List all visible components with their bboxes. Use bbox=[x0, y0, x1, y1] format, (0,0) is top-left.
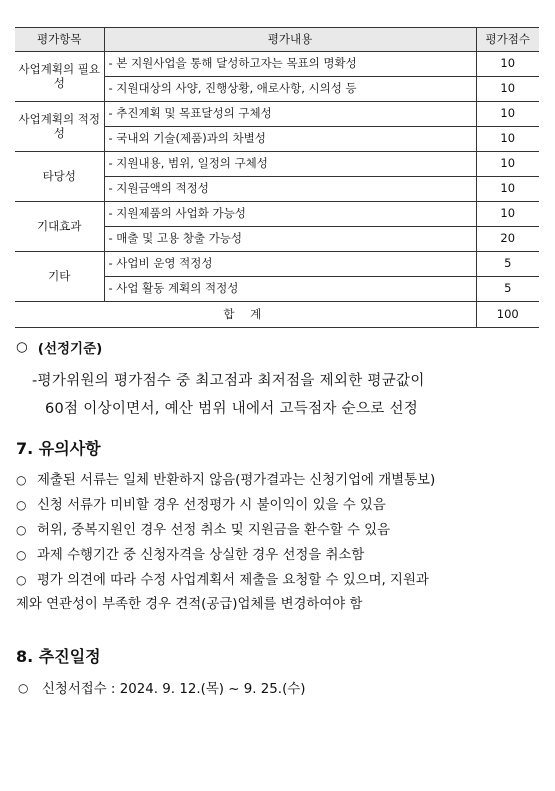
list-item bbox=[16, 493, 552, 518]
content-cell: - 국내외 기술(제품)과의 차별성 bbox=[104, 127, 476, 152]
criteria-body bbox=[32, 367, 546, 423]
score-cell: 10 bbox=[476, 202, 539, 227]
schedule-section-title: 8. 추진일정 bbox=[16, 647, 101, 666]
total-score: 100 bbox=[476, 302, 539, 328]
score-cell: 5 bbox=[476, 252, 539, 277]
category-cell: 타당성 bbox=[15, 152, 104, 202]
list-item bbox=[16, 568, 552, 593]
notes-list bbox=[16, 468, 552, 612]
score-cell: 10 bbox=[476, 152, 539, 177]
score-cell: 10 bbox=[476, 127, 539, 152]
table-header-row bbox=[15, 28, 539, 52]
note-text: 평가 의견에 따라 수정 사업계획서 제출을 요청할 수 있으며, 지원과 bbox=[37, 573, 429, 588]
schedule-item bbox=[18, 678, 305, 697]
note-continuation: 제와 연관성이 부족한 경우 견적(공급)업체를 변경하여야 함 bbox=[16, 597, 363, 612]
score-cell: 10 bbox=[476, 77, 539, 102]
notes-section-title: 7. 유의사항 bbox=[16, 439, 101, 458]
note-text: 제출된 서류는 일체 반환하지 않음(평가결과는 신청기업에 개별통보) bbox=[37, 473, 436, 488]
score-cell: 10 bbox=[476, 52, 539, 77]
table-row bbox=[15, 252, 539, 277]
circle-bullet-icon: ○ bbox=[16, 498, 27, 512]
circle-bullet-icon: ○ bbox=[16, 523, 27, 537]
score-cell: 10 bbox=[476, 102, 539, 127]
note-text: 허위, 중복지원인 경우 선정 취소 및 지원금을 환수할 수 있음 bbox=[37, 523, 391, 538]
content-cell: - 지원금액의 적정성 bbox=[104, 177, 476, 202]
note-text: 신청 서류가 미비할 경우 선정평가 시 불이익이 있을 수 있음 bbox=[37, 498, 386, 513]
score-cell: 5 bbox=[476, 277, 539, 302]
category-cell: 사업계획의 필요성 bbox=[15, 52, 104, 102]
circle-bullet-icon: ○ bbox=[16, 473, 27, 487]
content-cell: - 사업 활동 계획의 적정성 bbox=[104, 277, 476, 302]
table-row bbox=[15, 52, 539, 77]
list-item bbox=[16, 543, 552, 568]
score-cell: 10 bbox=[476, 177, 539, 202]
circle-bullet-icon: ○ bbox=[16, 548, 27, 562]
criteria-line-2: 60점 이상이면서, 예산 범위 내에서 고득점자 순으로 선정 bbox=[45, 401, 419, 417]
table-row bbox=[15, 102, 539, 127]
list-item bbox=[16, 468, 552, 493]
list-item bbox=[16, 518, 552, 543]
content-cell: - 본 지원사업을 통해 달성하고자는 목표의 명확성 bbox=[104, 52, 476, 77]
content-cell: - 지원대상의 사양, 진행상황, 애로사항, 시의성 등 bbox=[104, 77, 476, 102]
total-label: 합 계 bbox=[15, 302, 476, 328]
header-category: 평가항목 bbox=[15, 28, 104, 52]
content-cell: - 지원제품의 사업화 가능성 bbox=[104, 202, 476, 227]
table-row bbox=[15, 152, 539, 177]
category-cell: 기타 bbox=[15, 252, 104, 302]
content-cell: - 지원내용, 범위, 일정의 구체성 bbox=[104, 152, 476, 177]
circle-bullet-icon: ○ bbox=[18, 680, 29, 695]
circle-bullet-icon: ○ bbox=[16, 573, 27, 587]
criteria-title: (선정기준) bbox=[37, 341, 103, 357]
note-text: 과제 수행기간 중 신청자격을 상실한 경우 선정을 취소함 bbox=[37, 548, 365, 563]
header-content: 평가내용 bbox=[104, 28, 476, 52]
circle-bullet-icon: ○ bbox=[16, 339, 28, 355]
schedule-text: 신청서접수 : 2024. 9. 12.(목) ~ 9. 25.(수) bbox=[42, 682, 306, 697]
header-score: 평가점수 bbox=[476, 28, 539, 52]
table-row bbox=[15, 202, 539, 227]
content-cell: - 사업비 운영 적정성 bbox=[104, 252, 476, 277]
selection-criteria bbox=[16, 337, 546, 423]
evaluation-table bbox=[15, 27, 539, 328]
category-cell: 사업계획의 적정성 bbox=[15, 102, 104, 152]
criteria-heading bbox=[16, 337, 546, 357]
category-cell: 기대효과 bbox=[15, 202, 104, 252]
score-cell: 20 bbox=[476, 227, 539, 252]
criteria-line-1: -평가위원의 평가점수 중 최고점과 최저점을 제외한 평균값이 bbox=[32, 373, 425, 389]
content-cell: - 추진계획 및 목표달성의 구체성 bbox=[104, 102, 476, 127]
content-cell: - 매출 및 고용 창출 가능성 bbox=[104, 227, 476, 252]
total-row bbox=[15, 302, 539, 328]
